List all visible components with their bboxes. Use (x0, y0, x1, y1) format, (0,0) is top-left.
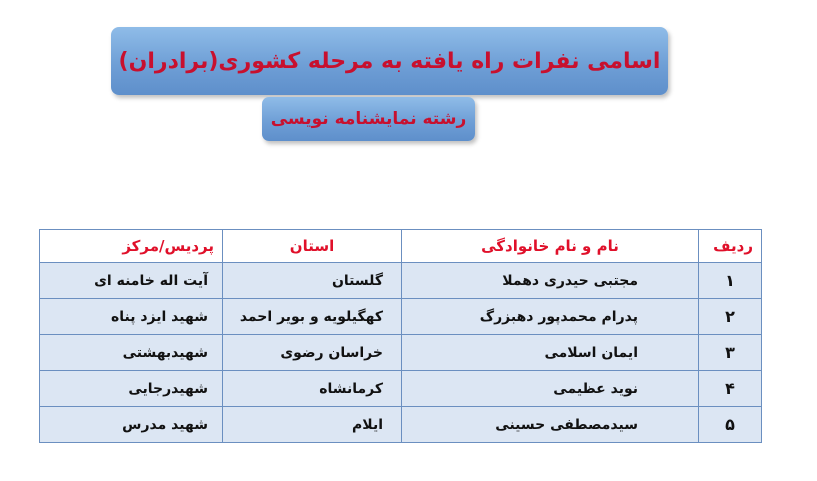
table-header-row (40, 230, 762, 263)
row-number-cell: ۵ (699, 407, 762, 443)
table-row (40, 263, 762, 299)
page-title: اسامی نفرات راه یافته به مرحله کشوری(برادران) (118, 48, 661, 74)
province-cell: کرمانشاه (223, 371, 402, 407)
center-cell: آیت اله خامنه ای (40, 263, 223, 299)
table-row (40, 299, 762, 335)
center-cell: شهیدرجایی (40, 371, 223, 407)
province-cell: کهگیلویه و بویر احمد (223, 299, 402, 335)
name-cell: پدرام محمدپور دهبزرگ (402, 299, 699, 335)
table-row (40, 371, 762, 407)
province-cell: ایلام (223, 407, 402, 443)
row-number-cell: ۴ (699, 371, 762, 407)
column-header-center: پردیس/مرکز (40, 230, 223, 263)
center-cell: شهید ایزد پناه (40, 299, 223, 335)
column-header-row-number: ردیف (699, 230, 762, 263)
table-row (40, 407, 762, 443)
results-table (39, 229, 762, 443)
province-cell: گلستان (223, 263, 402, 299)
title-banner (111, 27, 668, 95)
name-cell: نوید عظیمی (402, 371, 699, 407)
column-header-province: استان (223, 230, 402, 263)
row-number-cell: ۳ (699, 335, 762, 371)
name-cell: ایمان اسلامی (402, 335, 699, 371)
row-number-cell: ۱ (699, 263, 762, 299)
center-cell: شهیدبهشتی (40, 335, 223, 371)
province-cell: خراسان رضوی (223, 335, 402, 371)
name-cell: مجتبی حیدری دهملا (402, 263, 699, 299)
row-number-cell: ۲ (699, 299, 762, 335)
name-cell: سیدمصطفی حسینی (402, 407, 699, 443)
table-row (40, 335, 762, 371)
center-cell: شهید مدرس (40, 407, 223, 443)
page-subtitle: رشته نمایشنامه نویسی (270, 109, 467, 129)
column-header-full-name: نام و نام خانوادگی (402, 230, 699, 263)
subtitle-banner (262, 97, 475, 141)
